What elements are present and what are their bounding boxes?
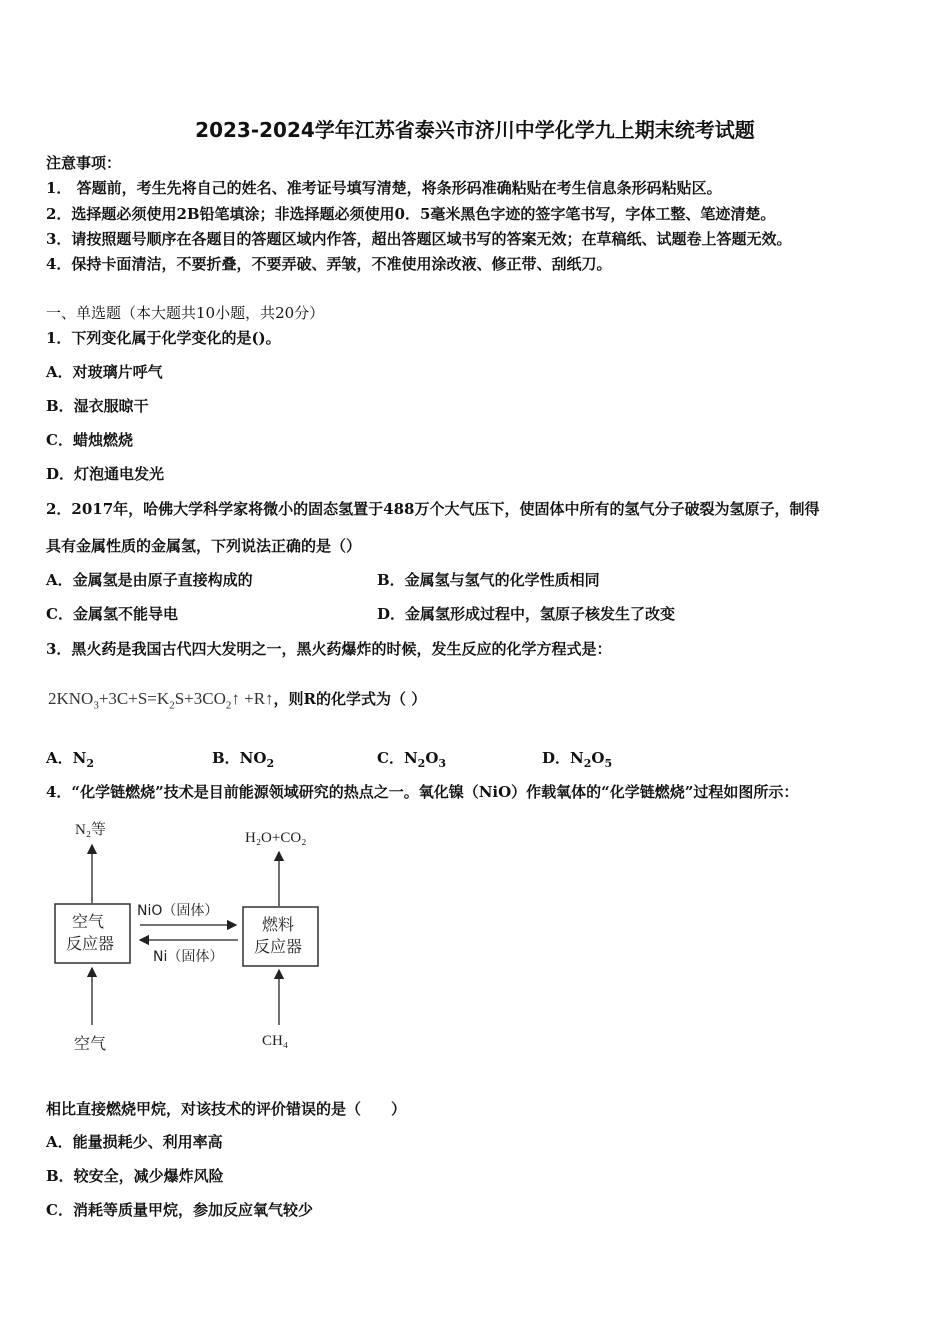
ni-arrow-label: Ni（固体） [153, 949, 224, 965]
q1-option-a: A．对玻璃片呼气 [46, 363, 163, 381]
q4-option-b: B．较安全，减少爆炸风险 [46, 1167, 224, 1185]
q1-option-c: C．蜡烛燃烧 [46, 431, 133, 449]
notice-item-1: 1． 答题前，考生先将自己的姓名、准考证号填写清楚，将条形码准确粘贴在考生信息条形码粘贴区。 [46, 179, 722, 197]
q4-option-a: A．能量损耗少、利用率高 [46, 1133, 223, 1151]
diagram-air-input-label: 空气 [74, 1034, 107, 1053]
q1-stem: 1．下列变化属于化学变化的是()。 [46, 329, 281, 347]
q4-question: 相比直接燃烧甲烷，对该技术的评价错误的是（ ） [46, 1100, 407, 1118]
notice-heading: 注意事项： [46, 154, 122, 172]
q2-option-b: B．金属氢与氢气的化学性质相同 [377, 571, 600, 589]
q1-option-b: B．湿衣服晾干 [46, 397, 149, 415]
nio-arrow-label: NiO（固体） [137, 903, 219, 919]
q3-option-c: C．$N_2O_3$ [377, 749, 447, 770]
section-heading: 一、单选题（本大题共10小题，共20分） [46, 304, 325, 322]
air-reactor-label-1: 空气 [72, 912, 105, 931]
q2-option-a: A．金属氢是由原子直接构成的 [46, 571, 253, 589]
diagram-ch4-input-label: CH₄ [262, 1033, 289, 1049]
q3-stem: 3．黑火药是我国古代四大发明之一，黑火药爆炸的时候，发生反应的化学方程式是： [46, 640, 612, 658]
fuel-reactor-label-1: 燃料 [262, 915, 295, 934]
q2-stem-line2: 具有金属性质的金属氢，下列说法正确的是（） [46, 537, 362, 555]
q4-stem: 4．“化学链燃烧”技术是目前能源领域研究的热点之一。氧化镍（NiO）作载氧体的“化学链燃烧”过程如图所示： [46, 783, 799, 801]
q1-option-d: D．灯泡通电发光 [46, 465, 165, 483]
q4-option-c: C．消耗等质量甲烷，参加反应氧气较少 [46, 1201, 313, 1219]
page-title: 2023-2024学年江苏省泰兴市济川中学化学九上期末统考试题 [195, 118, 755, 142]
q3-option-b: B．$NO_2$ [212, 749, 275, 770]
q3-equation: $2KNO_3+3C+S=K_2S+3CO_2↑$ +R↑ [48, 689, 274, 712]
q2-option-c: C．金属氢不能导电 [46, 605, 178, 623]
q3-option-a: A．$N_2$ [46, 749, 95, 770]
diagram-top-right-label: H₂O+CO₂ [245, 830, 307, 846]
notice-item-3: 3．请按照题号顺序在各题目的答题区域内作答，超出答题区域书写的答案无效；在草稿纸、试题卷上答题无效。 [46, 230, 792, 248]
air-reactor-label-2: 反应器 [66, 934, 115, 953]
q3-option-d: D．$N_2O_5$ [542, 749, 613, 770]
fuel-reactor-label-2: 反应器 [254, 937, 303, 956]
diagram-top-left-label: N₂等 [75, 822, 107, 838]
q3-equation-suffix: ，则R的化学式为（ ） [273, 690, 427, 708]
q2-stem-line1: 2．2017年，哈佛大学科学家将微小的固态氢置于488万个大气压下，使固体中所有的氢气分子破裂为氢原子，制得 [46, 500, 820, 518]
notice-item-2: 2．选择题必须使用2B铅笔填涂；非选择题必须使用0．5毫米黑色字迹的签字笔书写，字体工整、笔迹清楚。 [46, 205, 776, 223]
q2-option-d: D．金属氢形成过程中，氢原子核发生了改变 [377, 605, 676, 623]
notice-item-4: 4．保持卡面清洁，不要折叠，不要弄破、弄皱，不准使用涂改液、修正带、刮纸刀。 [46, 255, 612, 273]
